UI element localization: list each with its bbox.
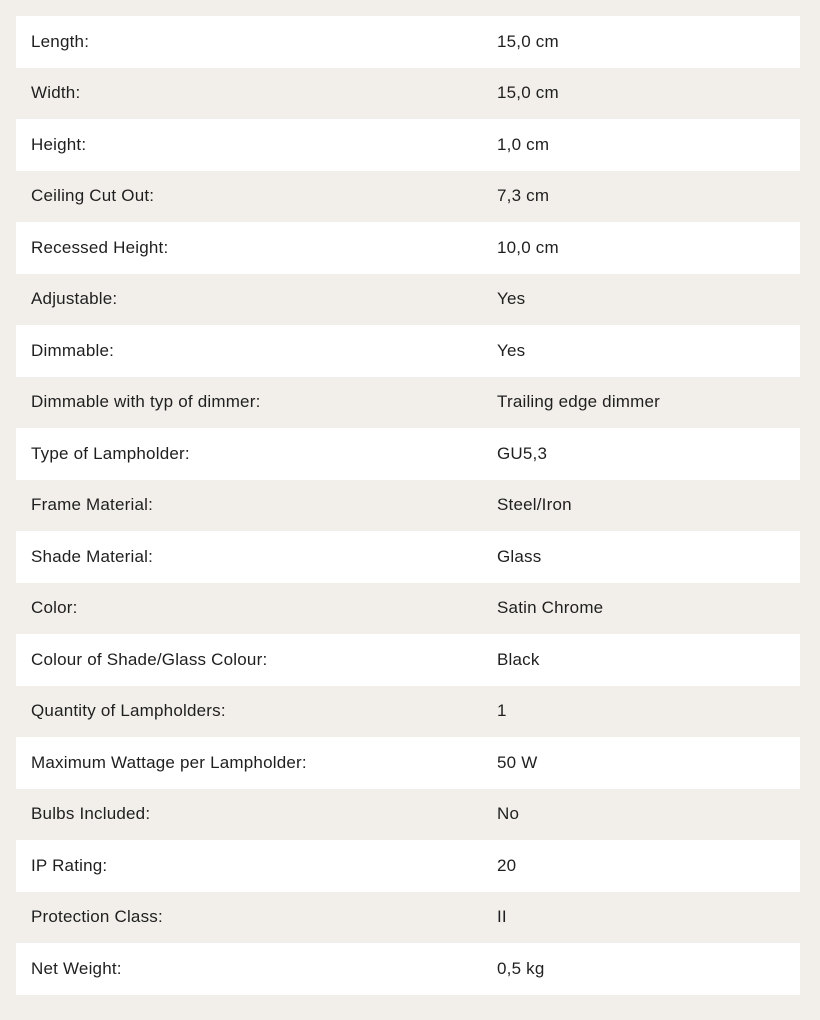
spec-label: Color: <box>31 598 78 618</box>
spec-row-width <box>16 68 800 120</box>
spec-value: 10,0 cm <box>497 237 559 257</box>
spec-label: Frame Material: <box>31 495 154 515</box>
spec-value: Satin Chrome <box>497 598 604 618</box>
spec-value: 20 <box>497 855 517 875</box>
spec-row-color <box>16 583 800 635</box>
spec-row-protection-class <box>16 892 800 944</box>
spec-label: Bulbs Included: <box>31 804 151 824</box>
spec-label: Recessed Height: <box>31 237 169 257</box>
spec-value: 0,5 kg <box>497 958 545 978</box>
spec-value: 7,3 cm <box>497 186 550 206</box>
spec-row-length <box>16 16 800 68</box>
spec-row-dimmer-type <box>16 377 800 429</box>
spec-row-lampholder-quantity <box>16 686 800 738</box>
spec-label: Height: <box>31 134 87 154</box>
spec-value: Glass <box>497 546 542 566</box>
spec-value: II <box>497 907 507 927</box>
spec-value: No <box>497 804 520 824</box>
spec-table <box>16 16 800 995</box>
spec-row-lampholder-type <box>16 428 800 480</box>
spec-value: 50 W <box>497 752 538 772</box>
spec-row-max-wattage <box>16 737 800 789</box>
spec-value: Yes <box>497 289 526 309</box>
spec-row-ceiling-cut-out <box>16 171 800 223</box>
spec-value: GU5,3 <box>497 443 548 463</box>
spec-value: Yes <box>497 340 526 360</box>
spec-label: Width: <box>31 83 81 103</box>
spec-label: Dimmable: <box>31 340 115 360</box>
spec-row-bulbs-included <box>16 789 800 841</box>
spec-value: 1 <box>497 701 507 721</box>
spec-label: Net Weight: <box>31 958 122 978</box>
spec-label: Colour of Shade/Glass Colour: <box>31 649 268 669</box>
spec-value: Black <box>497 649 540 669</box>
spec-row-frame-material <box>16 480 800 532</box>
spec-label: IP Rating: <box>31 855 108 875</box>
spec-label: Dimmable with typ of dimmer: <box>31 392 261 412</box>
spec-row-recessed-height <box>16 222 800 274</box>
spec-label: Adjustable: <box>31 289 118 309</box>
spec-label: Type of Lampholder: <box>31 443 190 463</box>
spec-label: Shade Material: <box>31 546 154 566</box>
spec-row-ip-rating <box>16 840 800 892</box>
spec-row-adjustable <box>16 274 800 326</box>
spec-label: Quantity of Lampholders: <box>31 701 226 721</box>
spec-value: 1,0 cm <box>497 134 550 154</box>
spec-row-shade-colour <box>16 634 800 686</box>
spec-row-dimmable <box>16 325 800 377</box>
spec-label: Ceiling Cut Out: <box>31 186 155 206</box>
spec-label: Length: <box>31 31 90 51</box>
spec-label: Maximum Wattage per Lampholder: <box>31 752 307 772</box>
spec-row-height <box>16 119 800 171</box>
spec-row-shade-material <box>16 531 800 583</box>
spec-value: Trailing edge dimmer <box>497 392 661 412</box>
spec-value: Steel/Iron <box>497 495 572 515</box>
spec-value: 15,0 cm <box>497 83 559 103</box>
spec-value: 15,0 cm <box>497 31 559 51</box>
spec-row-net-weight <box>16 943 800 995</box>
spec-label: Protection Class: <box>31 907 163 927</box>
